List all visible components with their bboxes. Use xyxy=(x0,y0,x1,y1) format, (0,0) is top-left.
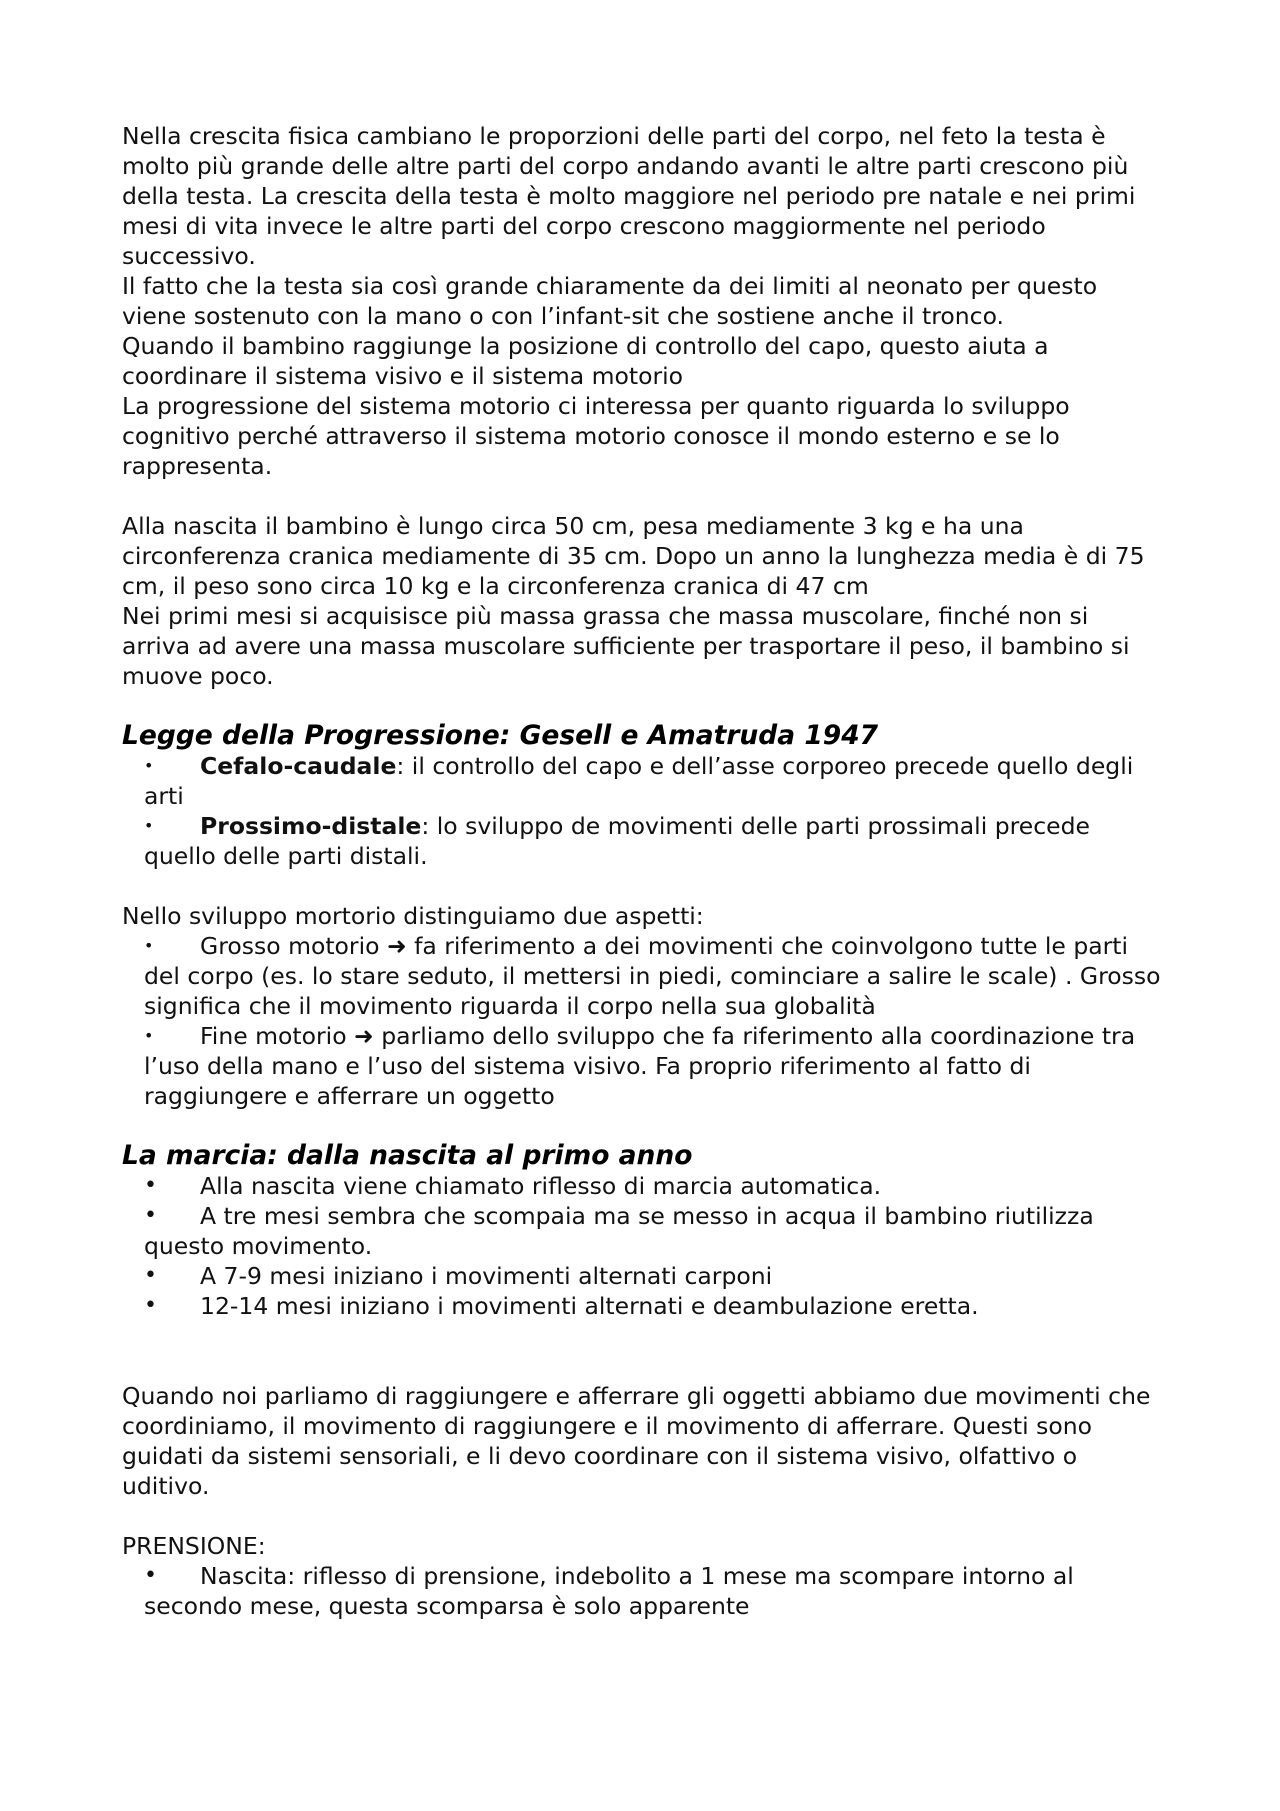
section-heading-law: Legge della Progressione: Gesell e Amatruda 1947 xyxy=(122,720,879,751)
spacer xyxy=(122,1111,1162,1141)
bullet-icon: • xyxy=(144,1173,157,1198)
document-page xyxy=(122,121,1162,1621)
intro-paragraph-1: Nella crescita fisica cambiano le proporzioni delle parti del corpo, nel feto la testa è molto più grande delle altre parti del corpo andando avanti le altre parti crescono più della testa. La crescita della testa è molto maggiore nel periodo pre natale e nei primi mesi di vita invece le altre parti del corpo crescono maggiormente nel periodo successivo. xyxy=(122,122,1136,270)
list-item xyxy=(144,931,1162,1021)
law-list xyxy=(122,751,1162,871)
list-item-term: Prossimo-distale xyxy=(200,812,422,840)
list-item xyxy=(144,811,1162,871)
reach-paragraph: Quando noi parliamo di raggiungere e afferrare gli oggetti abbiamo due movimenti che coordiniamo, il movimento di raggiungere e il movimento di afferrare. Questi sono guidati da sistemi sensoriali, e li devo coordinare con il sistema visivo, olfattivo o uditivo. xyxy=(122,1382,1151,1500)
bullet-icon: • xyxy=(144,756,154,775)
spacer xyxy=(122,481,1162,511)
list-item xyxy=(144,1261,1162,1291)
list-item-text: 12-14 mesi iniziano i movimenti alternati e deambulazione eretta. xyxy=(200,1292,979,1320)
list-item xyxy=(144,1291,1162,1321)
spacer xyxy=(122,691,1162,721)
grasp-heading: PRENSIONE: xyxy=(122,1532,266,1560)
list-item-text: Alla nascita viene chiamato riflesso di marcia automatica. xyxy=(200,1172,882,1200)
list-item-text: Fine motorio ➜ parliamo dello sviluppo che fa riferimento alla coordinazione tra l’uso della mano e l’uso del sistema visivo. Fa proprio riferimento al fatto di raggiungere e afferrare un oggetto xyxy=(144,1022,1136,1110)
list-item-term: Cefalo-caudale xyxy=(200,752,397,780)
spacer xyxy=(122,871,1162,901)
growth-paragraph-2: Nei primi mesi si acquisisce più massa grassa che massa muscolare, finché non si arriva ad avere una massa muscolare sufficiente per trasportare il peso, il bambino si muove poco. xyxy=(122,602,1130,690)
gait-list xyxy=(122,1171,1162,1321)
motor-list xyxy=(122,931,1162,1111)
bullet-icon: • xyxy=(144,1026,154,1045)
list-item xyxy=(144,1021,1162,1111)
list-item-text: : il controllo del capo e dell’asse corporeo precede quello degli arti xyxy=(144,752,1134,810)
list-item xyxy=(144,1201,1162,1261)
intro-paragraph-3: Quando il bambino raggiunge la posizione di controllo del capo, questo aiuta a coordinare il sistema visivo e il sistema motorio xyxy=(122,332,1049,390)
motor-intro: Nello sviluppo mortorio distinguiamo due aspetti: xyxy=(122,902,704,930)
bullet-icon: • xyxy=(144,1293,157,1318)
intro-paragraph-4: La progressione del sistema motorio ci interessa per quanto riguarda lo sviluppo cognitivo perché attraverso il sistema motorio conosce il mondo esterno e se lo rappresenta. xyxy=(122,392,1070,480)
list-item-text: Nascita: riflesso di prensione, indebolito a 1 mese ma scompare intorno al secondo mese, questa scomparsa è solo apparente xyxy=(144,1562,1074,1620)
intro-paragraph-2: Il fatto che la testa sia così grande chiaramente da dei limiti al neonato per questo viene sostenuto con la mano o con l’infant-sit che sostiene anche il tronco. xyxy=(122,272,1098,330)
list-item xyxy=(144,1171,1162,1201)
list-item-text: Grosso motorio ➜ fa riferimento a dei movimenti che coinvolgono tutte le parti del corpo (es. lo stare seduto, il mettersi in piedi, cominciare a salire le scale) . Grosso significa che il movimento riguarda il corpo nella sua globalità xyxy=(144,932,1161,1020)
list-item xyxy=(144,1561,1162,1621)
list-item-text: : lo sviluppo de movimenti delle parti prossimali precede quello delle parti distali. xyxy=(144,812,1090,870)
spacer xyxy=(122,1501,1162,1531)
list-item-text: A 7-9 mesi iniziano i movimenti alternati carponi xyxy=(200,1262,773,1290)
list-item-text: A tre mesi sembra che scompaia ma se messo in acqua il bambino riutilizza questo movimento. xyxy=(144,1202,1094,1260)
growth-paragraph-1: Alla nascita il bambino è lungo circa 50 cm, pesa mediamente 3 kg e ha una circonferenza cranica mediamente di 35 cm. Dopo un anno la lunghezza media è di 75 cm, il peso sono circa 10 kg e la circonferenza cranica di 47 cm xyxy=(122,512,1145,600)
bullet-icon: • xyxy=(144,936,154,955)
list-item xyxy=(144,751,1162,811)
bullet-icon: • xyxy=(144,1203,157,1228)
grasp-list xyxy=(122,1561,1162,1621)
bullet-icon: • xyxy=(144,1563,157,1588)
bullet-icon: • xyxy=(144,1263,157,1288)
spacer xyxy=(122,1321,1162,1381)
bullet-icon: • xyxy=(144,816,154,835)
section-heading-gait: La marcia: dalla nascita al primo anno xyxy=(122,1140,693,1171)
